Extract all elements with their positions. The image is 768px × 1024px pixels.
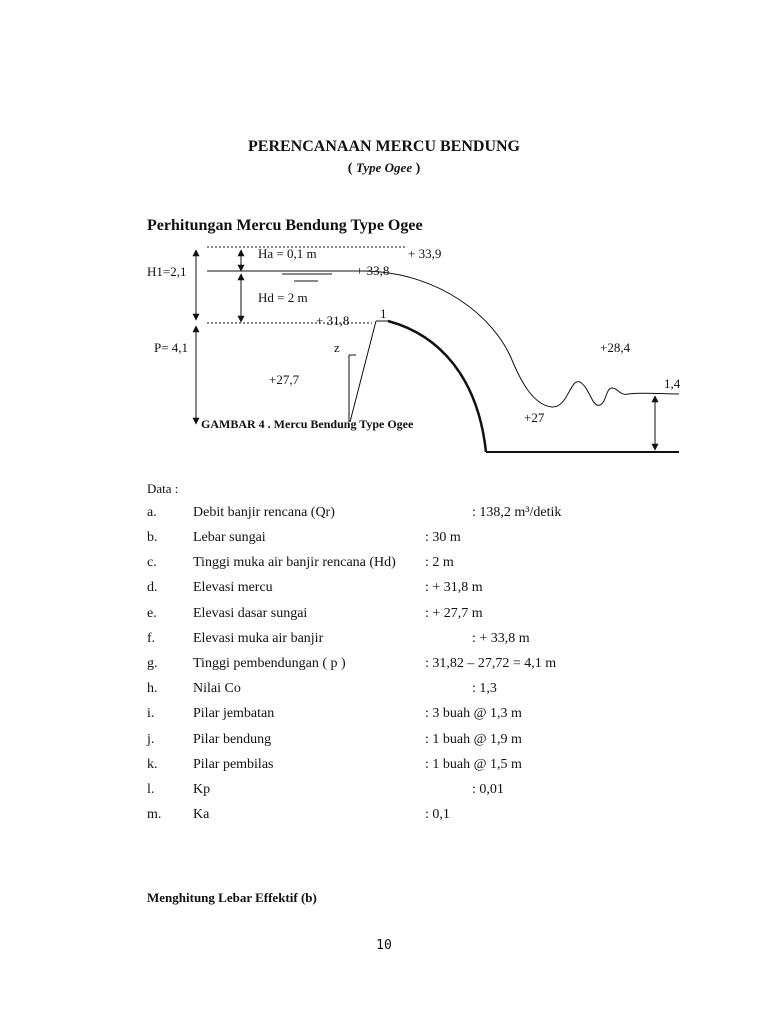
data-row-description: Lebar sungai <box>193 530 266 545</box>
data-row-value: : 31,82 – 27,72 = 4,1 m <box>425 656 557 671</box>
elevation-right-label: +28,4 <box>600 340 631 355</box>
data-row-description: Elevasi muka air banjir <box>193 631 324 646</box>
data-row-value: : + 27,7 m <box>425 606 483 621</box>
elevation-water-label: + 33,8 <box>356 263 390 278</box>
figure-caption: GAMBAR 4 . Mercu Bendung Type Ogee <box>201 417 414 431</box>
subtitle-close-paren: ) <box>415 161 421 176</box>
data-row-value: : 138,2 m³/detik <box>472 505 562 520</box>
data-row-description: Elevasi mercu <box>193 580 273 595</box>
subtitle-type: Type Ogee <box>355 160 413 175</box>
elevation-base-label: +27,7 <box>269 372 300 387</box>
data-row-letter: k. <box>147 757 158 772</box>
data-row-letter: e. <box>147 606 157 621</box>
page-title: PERENCANAAN MERCU BENDUNG <box>248 138 520 155</box>
ogee-weir-diagram <box>0 0 768 470</box>
ha-label: Ha = 0,1 m <box>258 246 317 261</box>
data-row-letter: a. <box>147 505 157 520</box>
data-row-description: Tinggi muka air banjir rencana (Hd) <box>193 555 396 570</box>
data-row-letter: m. <box>147 807 162 822</box>
data-row <box>0 681 768 701</box>
data-row-description: Pilar bendung <box>193 732 272 747</box>
point-1-label: 1 <box>380 306 387 321</box>
data-row-value: : 1 buah @ 1,9 m <box>425 732 522 747</box>
data-row <box>0 732 768 752</box>
data-row-letter: b. <box>147 530 158 545</box>
data-row <box>0 606 768 626</box>
elevation-crest-label: + 31,8 <box>316 313 350 328</box>
elevation-top-label: + 33,9 <box>408 246 442 261</box>
data-row-value: : 0,01 <box>472 782 504 797</box>
page-number: 10 <box>376 938 392 953</box>
dimension-right-label: 1,4 <box>664 376 681 391</box>
data-row-letter: l. <box>147 782 155 797</box>
data-row-description: Ka <box>193 807 210 822</box>
z-label: z <box>334 340 340 355</box>
weir-downstream-face <box>388 321 486 452</box>
data-row <box>0 656 768 676</box>
data-row <box>0 631 768 651</box>
p-label: P= 4,1 <box>154 340 189 355</box>
data-row <box>0 807 768 827</box>
data-row-description: Pilar pembilas <box>193 757 274 772</box>
data-row <box>0 706 768 726</box>
data-row-description: Pilar jembatan <box>193 706 275 721</box>
data-row-value: : 2 m <box>425 555 454 570</box>
data-row-letter: d. <box>147 580 158 595</box>
data-row-letter: f. <box>147 631 156 646</box>
data-row-description: Debit banjir rencana (Qr) <box>193 505 335 520</box>
subtitle-open-paren: ( <box>347 161 353 176</box>
data-row-description: Elevasi dasar sungai <box>193 606 308 621</box>
data-row-value: : 1,3 <box>472 681 497 696</box>
data-row-value: : + 31,8 m <box>425 580 483 595</box>
data-row-value: : 30 m <box>425 530 461 545</box>
data-row <box>0 555 768 575</box>
data-row-value: : 3 buah @ 1,3 m <box>425 706 522 721</box>
data-row-value: : 1 buah @ 1,5 m <box>425 757 522 772</box>
nappe-flow-curve <box>364 271 679 407</box>
data-label: Data : <box>147 481 179 496</box>
section-heading-effective-width: Menghitung Lebar Effektif (b) <box>147 890 317 905</box>
data-row-letter: g. <box>147 656 158 671</box>
data-row <box>0 782 768 802</box>
weir-upstream-face <box>350 321 376 422</box>
data-row-value: : 0,1 <box>425 807 450 822</box>
data-row <box>0 530 768 550</box>
data-row <box>0 757 768 777</box>
hd-label: Hd = 2 m <box>258 290 308 305</box>
section-title: Perhitungan Mercu Bendung Type Ogee <box>147 217 423 234</box>
data-row-letter: i. <box>147 706 155 721</box>
data-row-letter: h. <box>147 681 158 696</box>
h1-label: H1=2,1 <box>147 264 187 279</box>
data-row-letter: j. <box>147 732 155 747</box>
data-row-description: Kp <box>193 782 211 797</box>
data-row-value: : + 33,8 m <box>472 631 530 646</box>
elevation-27-label: +27 <box>524 410 545 425</box>
data-row <box>0 580 768 600</box>
data-row-description: Nilai Co <box>193 681 241 696</box>
data-row-letter: c. <box>147 555 157 570</box>
data-row-description: Tinggi pembendungan ( p ) <box>193 656 346 671</box>
data-row <box>0 505 768 525</box>
